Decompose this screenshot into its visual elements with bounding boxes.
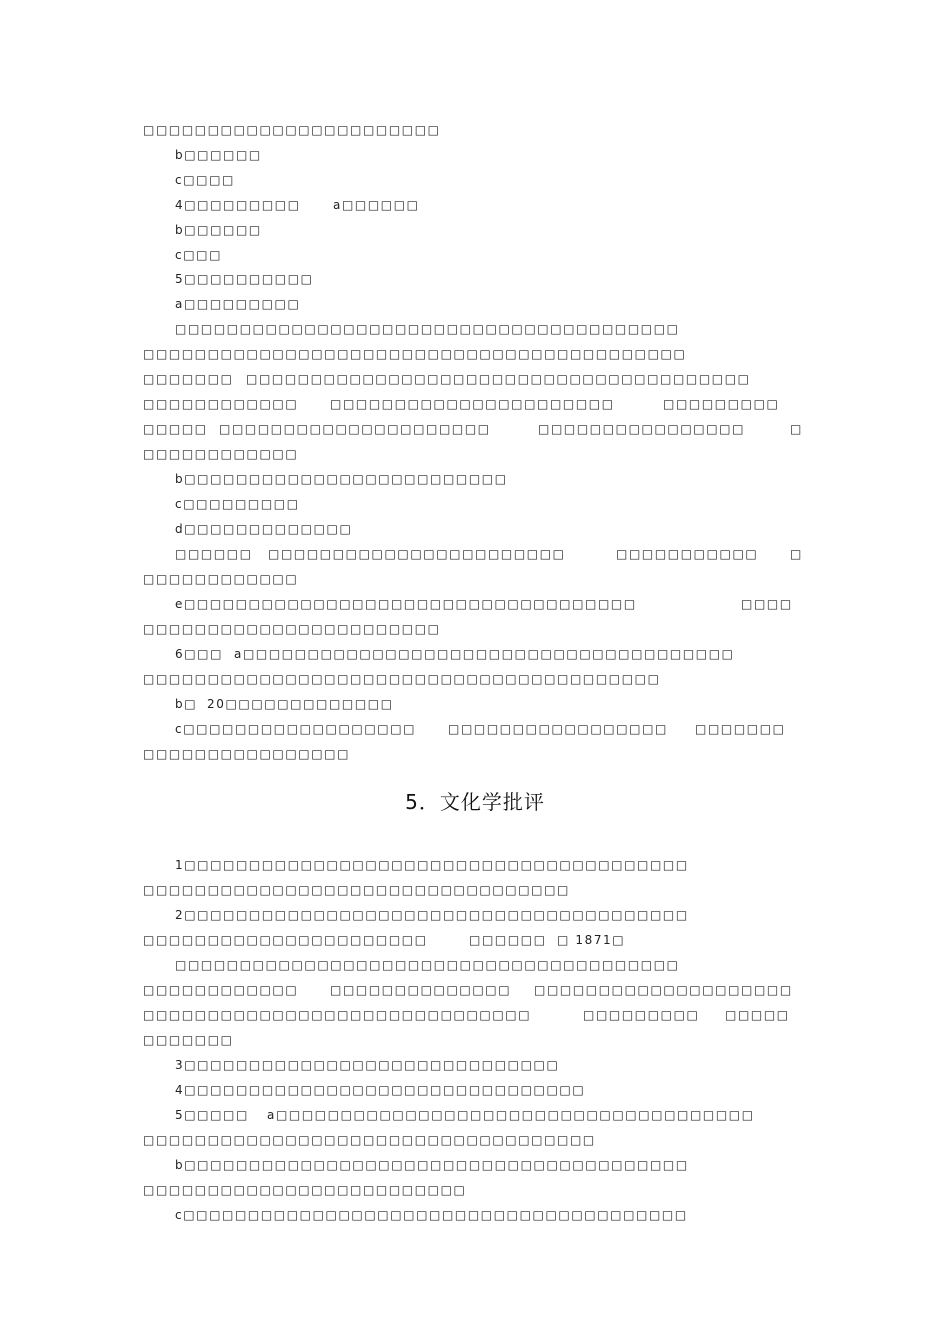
text-line <box>0 932 950 957</box>
text-segment: □□□□□□□□□□□□□□□□□□□□□□□□□□□□□□□□□□□□□□□ <box>246 372 751 386</box>
text-segment: □□□□□□□ <box>143 1033 234 1047</box>
text-segment: □□□□□□□□□□□□□□□□□□□□□□□□□□□□□□□□□□□□□□□ <box>175 958 680 972</box>
text-segment: □ <box>790 547 803 561</box>
text-segment: □□□□□□□□□□□□□□□□□□□□□□ <box>143 933 428 947</box>
text-segment: □□□□□□□□□□□□ <box>143 397 299 411</box>
text-line <box>0 172 950 197</box>
text-line <box>0 147 950 172</box>
text-line <box>0 521 950 546</box>
text-segment: □□□□□□□□□ <box>663 397 780 411</box>
text-line <box>0 646 950 671</box>
text-line <box>0 371 950 396</box>
text-line <box>0 596 950 621</box>
text-segment: □□□□□□□□□□□□□□□□ <box>143 747 351 761</box>
text-segment: □□□□□□□□□□□□□□□□□□□□□□□□□□□□□□□□□□□□□□□□□□ <box>143 347 687 361</box>
text-line <box>0 957 950 982</box>
text-line <box>0 271 950 296</box>
text-line <box>0 857 950 882</box>
text-segment: c□□□□□□□□□□□□□□□□□□□□□□□□□□□□□□□□□□□□□□□ <box>175 1208 688 1222</box>
text-segment: □□□□□ <box>725 1008 790 1022</box>
text-line <box>0 1132 950 1157</box>
text-segment: □□□□□□□□□□□□□□□□□□□□□□□□□□□□□□□□□□□ <box>143 1133 596 1147</box>
text-segment: □□□□□□□□□□□□□□□□ <box>538 422 746 436</box>
text-segment: □□□□ <box>741 597 793 611</box>
text-line <box>0 1007 950 1032</box>
text-segment: b□□□□□□□□□□□□□□□□□□□□□□□□□□□□□□□□□□□□□□□ <box>175 1158 689 1172</box>
text-segment: □□□□□□□□□□□□ <box>143 572 299 586</box>
text-segment: □□□□□□□ <box>143 372 234 386</box>
text-line <box>0 1157 950 1182</box>
text-segment: □□□□□□□□□□□□□□□□□□□□□□□□□ <box>143 1183 467 1197</box>
text-segment: a□□□□□□□□□ <box>175 297 301 311</box>
text-segment: □□□□□□□□□□□□□□□□□□□□□□□□□□□□□□□□□□□□□□□□ <box>143 672 661 686</box>
text-segment: □□□□□□□□□□□□□□ <box>330 983 512 997</box>
text-line <box>0 122 950 147</box>
text-segment: 2□□□□□□□□□□□□□□□□□□□□□□□□□□□□□□□□□□□□□□□ <box>175 908 689 922</box>
text-segment: □□□□□□□□□□□□□□□□□□□□□ <box>219 422 491 436</box>
text-segment: □□□□□□□ <box>695 722 786 736</box>
text-line <box>0 1057 950 1082</box>
text-segment: □□□□□□□□□ <box>583 1008 700 1022</box>
text-segment: □□□□□□□□□□□□ <box>143 447 299 461</box>
text-segment: 1□□□□□□□□□□□□□□□□□□□□□□□□□□□□□□□□□□□□□□□ <box>175 858 689 872</box>
text-segment: c□□□ <box>175 248 223 262</box>
text-segment: 20□□□□□□□□□□□□□ <box>207 697 394 711</box>
text-segment: b□□□□□□ <box>175 148 262 162</box>
text-line <box>0 1082 950 1107</box>
text-line <box>0 1207 950 1232</box>
text-segment: a□□□□□□ <box>333 198 420 212</box>
text-segment: c□□□□ <box>175 173 235 187</box>
text-line <box>0 671 950 696</box>
text-line <box>0 907 950 932</box>
text-segment: □□□□□□□□□□□□□□□□□□□□□□□□□□□□□□□□□ <box>143 883 570 897</box>
text-line <box>0 982 950 1007</box>
text-segment: □□□□□□□□□□□□□□□□□□□□□□□ <box>268 547 566 561</box>
text-segment: 6□□□ <box>175 647 224 661</box>
text-line <box>0 746 950 771</box>
text-segment: □□□□□□ <box>175 547 253 561</box>
text-line <box>0 222 950 247</box>
text-segment: □□□□□□□□□□□□□□□□□□□□□□□□□□□□□□□□□□□□□□□ <box>175 322 680 336</box>
text-segment: □□□□□□□□□□□□□□□□□□□□ <box>534 983 793 997</box>
text-segment: 5□□□□□ <box>175 1108 249 1122</box>
text-line <box>0 571 950 596</box>
text-line <box>0 321 950 346</box>
text-segment: □□□□□□□□□□□□ <box>143 983 299 997</box>
text-line <box>0 247 950 272</box>
text-line <box>0 696 950 721</box>
text-segment: 4□□□□□□□□□ <box>175 198 301 212</box>
text-segment: □□□□□ <box>143 422 208 436</box>
text-segment: □ 1871□ <box>557 933 626 947</box>
text-segment: e□□□□□□□□□□□□□□□□□□□□□□□□□□□□□□□□□□□ <box>175 597 637 611</box>
text-segment: a□□□□□□□□□□□□□□□□□□□□□□□□□□□□□□□□□□□□□ <box>267 1108 755 1122</box>
text-line <box>0 1032 950 1057</box>
text-line <box>0 621 950 646</box>
text-line <box>0 421 950 446</box>
text-line <box>0 471 950 496</box>
text-line <box>0 721 950 746</box>
text-line <box>0 446 950 471</box>
text-segment: c□□□□□□□□□ <box>175 497 300 511</box>
text-line <box>0 296 950 321</box>
text-line <box>0 396 950 421</box>
text-segment: a□□□□□□□□□□□□□□□□□□□□□□□□□□□□□□□□□□□□□□ <box>234 647 735 661</box>
text-segment: 5□□□□□□□□□□ <box>175 272 314 286</box>
text-segment: 3□□□□□□□□□□□□□□□□□□□□□□□□□□□□□ <box>175 1058 560 1072</box>
text-segment: □□□□□□□□□□□□□□□□□□□□□□□ <box>143 622 441 636</box>
text-segment: □□□□□□□□□□□□□□□□□ <box>448 722 668 736</box>
text-line <box>0 546 950 571</box>
text-line <box>0 197 950 222</box>
text-segment: □□□□□□□□□□□□□□□□□□□□□□□□□□□□□□ <box>143 1008 532 1022</box>
text-segment: 4□□□□□□□□□□□□□□□□□□□□□□□□□□□□□□□ <box>175 1083 586 1097</box>
text-segment: b□ <box>175 697 198 711</box>
text-segment: □ <box>790 422 803 436</box>
section-heading: 5．文化学批评 <box>405 790 545 814</box>
text-line <box>0 1107 950 1132</box>
text-segment: b□□□□□□□□□□□□□□□□□□□□□□□□□ <box>175 472 508 486</box>
text-segment: b□□□□□□ <box>175 223 262 237</box>
text-segment: □□□□□□□□□□□□□□□□□□□□□□ <box>330 397 615 411</box>
text-segment: c□□□□□□□□□□□□□□□□□□ <box>175 722 417 736</box>
text-segment: □□□□□□□□□□□ <box>616 547 759 561</box>
text-line <box>0 1182 950 1207</box>
text-segment: d□□□□□□□□□□□□□ <box>175 522 353 536</box>
text-segment: □□□□□□□□□□□□□□□□□□□□□□□ <box>143 123 441 137</box>
text-line <box>0 346 950 371</box>
text-line <box>0 882 950 907</box>
text-segment: □□□□□□ <box>469 933 547 947</box>
text-line <box>0 496 950 521</box>
